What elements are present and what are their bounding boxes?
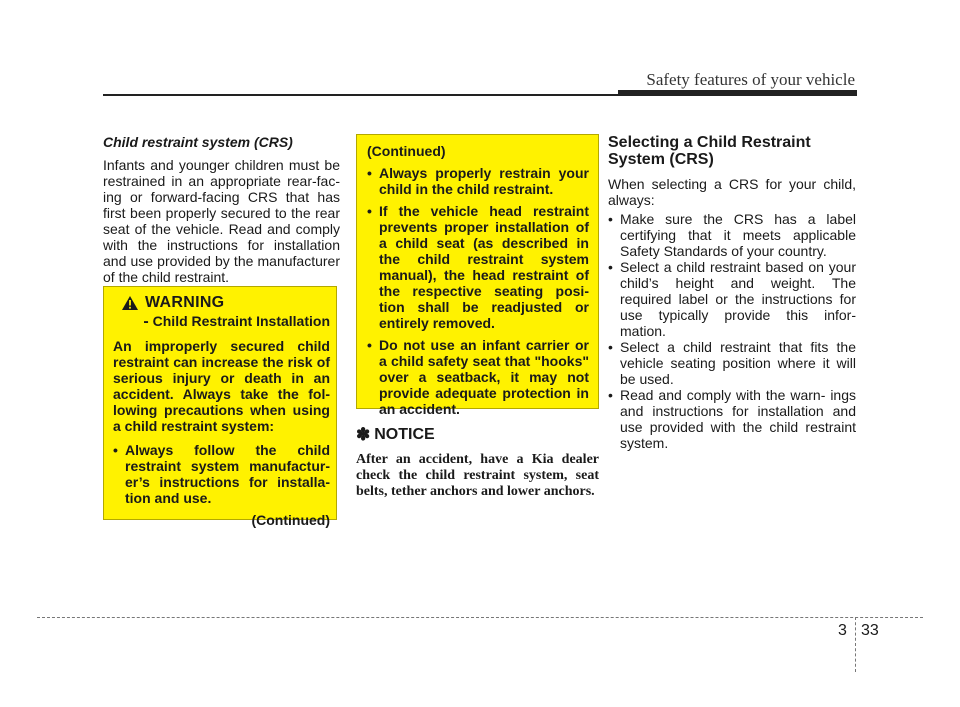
notice-title: NOTICE	[374, 426, 435, 443]
list-item	[608, 339, 856, 387]
footer-rule	[37, 617, 923, 618]
list-item-text: Read and comply with the warn- ings and instructions for installation and use provided with the child restraint system.	[620, 387, 856, 451]
continued-warning-box	[356, 134, 599, 417]
footer-divider	[855, 617, 856, 672]
notice-text: After an accident, have a Kia dealer check the child restraint system, seat belts, tether anchors and lower anchors.	[356, 452, 599, 499]
bullet-dot: •	[113, 442, 118, 458]
list-item	[608, 211, 856, 259]
notice-heading	[356, 425, 599, 445]
crs-intro	[103, 134, 340, 285]
list-item-text: Always properly restrain your child in the child restraint.	[379, 165, 589, 197]
crs-body: Infants and younger children must be restrained in an appropriate rear-fac- ing or forward-facing CRS that has first been properly secured to the rear seat of the vehicle. Read and comply with the instructions for installation and use provided by the manufacturer of the child restraint.	[103, 157, 340, 285]
list-item-text: Always follow the child restraint system manufactur- er’s instructions for installa- tion and use.	[125, 442, 330, 506]
warning-header	[121, 295, 330, 311]
warning-subtitle	[113, 313, 330, 330]
bullet-dot: •	[367, 337, 372, 353]
list-item	[608, 387, 856, 451]
warning-triangle-icon	[121, 295, 139, 311]
notice-star-icon: ✽	[356, 425, 371, 444]
warning-subtitle-dash: -	[143, 313, 149, 330]
bullet-dot: •	[608, 387, 613, 403]
warning-paragraph: An improperly secured child restraint can increase the risk of serious injury or death in an accident. Always take the fol- lowing precautions when using a child restraint system:	[113, 338, 330, 434]
bullet-dot: •	[608, 259, 613, 275]
list-item	[113, 442, 330, 506]
list-item-text: Make sure the CRS has a label certifying that it meets applicable Safety Standards of your country.	[620, 211, 856, 259]
list-item	[608, 259, 856, 339]
warning-subtitle-text: Child Restraint Installation	[152, 313, 330, 329]
crs-heading: Child restraint system (CRS)	[103, 134, 293, 150]
bullet-dot: •	[367, 165, 372, 181]
list-item	[367, 203, 589, 331]
chapter-number: 3	[838, 622, 847, 639]
notice-block	[356, 425, 599, 500]
warning-box	[103, 286, 337, 528]
header-rule-accent	[618, 90, 857, 96]
list-item	[367, 337, 589, 417]
list-item-text: Select a child restraint that fits the vehicle seating position where it will be used.	[620, 339, 856, 387]
bullet-dot: •	[608, 211, 613, 227]
selecting-crs-section	[608, 134, 856, 451]
page-number: 33	[861, 622, 879, 639]
bullet-dot: •	[367, 203, 372, 219]
bullet-dot: •	[608, 339, 613, 355]
warning-title: WARNING	[145, 294, 225, 311]
section-title: Safety features of your vehicle	[646, 70, 855, 89]
selecting-intro: When selecting a CRS for your child, always:	[608, 176, 856, 208]
warning-continued: (Continued)	[251, 512, 330, 528]
list-item	[367, 165, 589, 197]
list-item-text: Do not use an infant carrier or a child safety seat that "hooks" over a seatback, it may not provide adequate protection in an accident.	[379, 337, 589, 417]
continued-label: (Continued)	[367, 143, 446, 159]
header-rule	[103, 94, 618, 96]
list-item-text: If the vehicle head restraint prevents proper installation of a child seat (as described in the child restraint system manual), the head restraint of the respective seating posi- tion shall be readjusted or entirely removed.	[379, 203, 589, 331]
selecting-heading: Selecting a Child Restraint System (CRS)	[608, 134, 811, 168]
list-item-text: Select a child restraint based on your child’s height and weight. The required label or the instructions for use typically provide this infor- mation.	[620, 259, 856, 339]
